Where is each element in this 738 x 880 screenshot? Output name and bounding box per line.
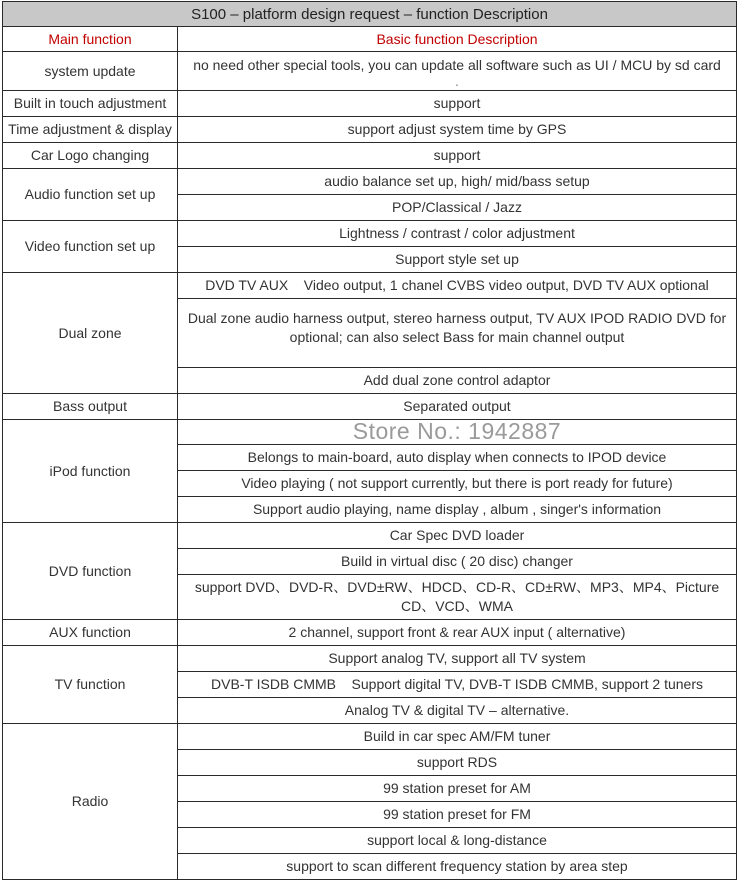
main-function-cell: TV function xyxy=(3,646,178,724)
table-row xyxy=(3,91,737,117)
description-cell: Separated output xyxy=(178,394,737,420)
table-row xyxy=(3,117,737,143)
store-watermark: Store No.: 1942887 xyxy=(352,418,562,444)
function-description-table xyxy=(2,1,737,880)
description-cell: support adjust system time by GPS xyxy=(178,117,737,143)
column-header-description: Basic function Description xyxy=(178,27,737,52)
description-cell: support DVD、DVD-R、DVD±RW、HDCD、CD-R、CD±RW、MP3、MP4、Picture CD、VCD、WMA xyxy=(178,575,737,620)
description-cell: Support style set up xyxy=(178,247,737,273)
table-row xyxy=(3,420,737,445)
main-function-cell: system update xyxy=(3,52,178,91)
description-cell: Build in virtual disc ( 20 disc) changer xyxy=(178,549,737,575)
table-row xyxy=(3,394,737,420)
watermark-cell xyxy=(178,420,737,445)
description-cell: POP/Classical / Jazz xyxy=(178,195,737,221)
main-function-cell: Bass output xyxy=(3,394,178,420)
description-cell: 2 channel, support front & rear AUX input ( alternative) xyxy=(178,620,737,646)
column-header-main-function: Main function xyxy=(3,27,178,52)
description-cell: Build in car spec AM/FM tuner xyxy=(178,724,737,750)
description-cell: support xyxy=(178,143,737,169)
main-function-cell: DVD function xyxy=(3,523,178,620)
table-row xyxy=(3,523,737,549)
description-cell: support to scan different frequency station by area step xyxy=(178,854,737,880)
description-text: . xyxy=(455,72,459,89)
main-function-cell: Radio xyxy=(3,724,178,880)
description-cell: Add dual zone control adaptor xyxy=(178,368,737,394)
table-row xyxy=(3,52,737,91)
description-cell: Analog TV & digital TV – alternative. xyxy=(178,698,737,724)
main-function-cell: Car Logo changing xyxy=(3,143,178,169)
description-text: no need other special tools, you can update all software such as UI / MCU by sd card xyxy=(193,56,721,73)
description-cell: support RDS xyxy=(178,750,737,776)
description-cell: DVB-T ISDB CMMB Support digital TV, DVB-T ISDB CMMB, support 2 tuners xyxy=(178,672,737,698)
main-function-cell: Time adjustment & display xyxy=(3,117,178,143)
description-cell: 99 station preset for FM xyxy=(178,802,737,828)
main-function-cell: Video function set up xyxy=(3,221,178,273)
description-cell: audio balance set up, high/ mid/bass setup xyxy=(178,169,737,195)
table-row xyxy=(3,221,737,247)
description-cell: Dual zone audio harness output, stereo harness output, TV AUX IPOD RADIO DVD for optional; can also select Bass for main channel output xyxy=(178,299,737,368)
table-row xyxy=(3,273,737,299)
table-title: S100 – platform design request – function Description xyxy=(3,2,737,27)
description-cell: DVD TV AUX Video output, 1 chanel CVBS video output, DVD TV AUX optional xyxy=(178,273,737,299)
description-cell: Video playing ( not support currently, but there is port ready for future) xyxy=(178,471,737,497)
description-cell: support local & long-distance xyxy=(178,828,737,854)
main-function-cell: Dual zone xyxy=(3,273,178,394)
description-cell: Belongs to main-board, auto display when connects to IPOD device xyxy=(178,445,737,471)
table-row xyxy=(3,143,737,169)
description-cell: Car Spec DVD loader xyxy=(178,523,737,549)
description-cell: Support analog TV, support all TV system xyxy=(178,646,737,672)
table-row xyxy=(3,724,737,750)
main-function-cell: AUX function xyxy=(3,620,178,646)
main-function-cell: iPod function xyxy=(3,420,178,523)
table-row xyxy=(3,169,737,195)
description-cell xyxy=(178,52,737,91)
main-function-cell: Audio function set up xyxy=(3,169,178,221)
table-row xyxy=(3,620,737,646)
table-row xyxy=(3,646,737,672)
description-cell: 99 station preset for AM xyxy=(178,776,737,802)
description-cell: Lightness / contrast / color adjustment xyxy=(178,221,737,247)
description-cell: support xyxy=(178,91,737,117)
main-function-cell: Built in touch adjustment xyxy=(3,91,178,117)
description-cell: Support audio playing, name display , album , singer's information xyxy=(178,497,737,523)
